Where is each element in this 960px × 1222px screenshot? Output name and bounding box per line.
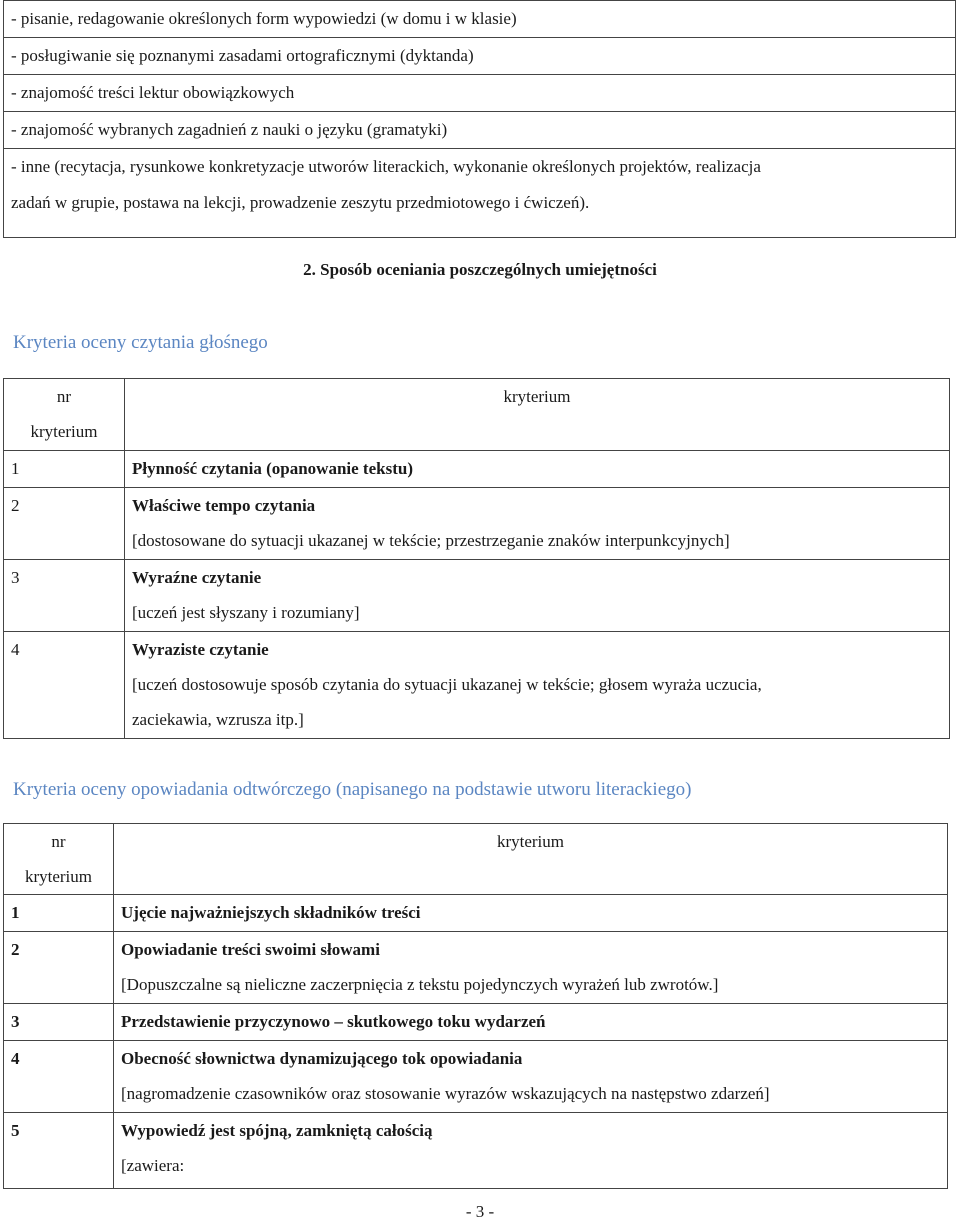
- table-row: [4, 451, 950, 488]
- table-row: [4, 632, 950, 739]
- table-row: [4, 895, 948, 932]
- criterion-description: [nagromadzenie czasowników oraz stosowanie wyrazów wskazujących na następstwo zdarzeń]: [121, 1084, 770, 1103]
- criterion-description: [uczeń jest słyszany i rozumiany]: [132, 603, 360, 622]
- story-criteria-heading: Kryteria oceny opowiadania odtwórczego (napisanego na podstawie utworu literackiego): [13, 779, 692, 800]
- header-nr: [4, 824, 114, 895]
- assessment-form-row: - pisanie, redagowanie określonych form wypowiedzi (w domu i w klasie): [4, 1, 956, 38]
- row-number: 3: [11, 568, 20, 587]
- assessment-form-row: [4, 149, 956, 238]
- table-row: [4, 1004, 948, 1041]
- criterion-title: Wypowiedź jest spójną, zamkniętą całością: [121, 1121, 433, 1140]
- row-number: 2: [11, 940, 20, 959]
- header-criterion-label: kryterium: [503, 387, 571, 406]
- assessment-form-row: - znajomość treści lektur obowiązkowych: [4, 75, 956, 112]
- row-number: 2: [11, 496, 20, 515]
- criterion-description: [zawiera:: [121, 1156, 185, 1175]
- criterion-title: Wyraziste czytanie: [132, 640, 269, 659]
- assessment-form-row: - posługiwanie się poznanymi zasadami ortograficznymi (dyktanda): [4, 38, 956, 75]
- criterion-title: Obecność słownictwa dynamizującego tok opowiadania: [121, 1049, 523, 1068]
- assessment-forms-table: [3, 0, 956, 238]
- criterion-title: Płynność czytania (opanowanie tekstu): [132, 459, 413, 478]
- page-number: - 3 -: [465, 1202, 495, 1221]
- table-row: [4, 1041, 948, 1113]
- table-row: [4, 932, 948, 1004]
- reading-criteria-table: [3, 378, 950, 739]
- story-criteria-table: [3, 823, 948, 1189]
- row-number: 5: [11, 1121, 20, 1140]
- header-nr-label: nr: [51, 832, 66, 851]
- table-row: [4, 1113, 948, 1189]
- assessment-form-text: zadań w grupie, postawa na lekcji, prowadzenie zeszytu przedmiotowego i ćwiczeń).: [11, 193, 590, 212]
- criterion-title: Właściwe tempo czytania: [132, 496, 316, 515]
- header-nr: [4, 379, 125, 451]
- header-nr-label: kryterium: [24, 867, 93, 886]
- header-nr-label: nr: [56, 387, 72, 406]
- table-row: [4, 560, 950, 632]
- header-criterion: [125, 379, 950, 451]
- criterion-title: Opowiadanie treści swoimi słowami: [121, 940, 380, 959]
- assessment-form-text: - inne (recytacja, rysunkowe konkretyzacje utworów literackich, wykonanie określonych projektów, realizacja: [11, 157, 761, 176]
- criterion-title: Przedstawienie przyczynowo – skutkowego toku wydarzeń: [121, 1012, 546, 1031]
- table-row: [4, 488, 950, 560]
- row-number: 1: [11, 903, 20, 922]
- criterion-title: Ujęcie najważniejszych składników treści: [121, 903, 421, 922]
- row-number: 4: [11, 1049, 20, 1068]
- criterion-description: [uczeń dostosowuje sposób czytania do sytuacji ukazanej w tekście; głosem wyraża uczucia,: [132, 675, 762, 694]
- row-number: 4: [11, 640, 20, 659]
- section-title: 2. Sposób oceniania poszczególnych umiejętności: [303, 260, 657, 279]
- criterion-description: zaciekawia, wzrusza itp.]: [132, 710, 304, 729]
- reading-criteria-heading: Kryteria oceny czytania głośnego: [13, 332, 268, 353]
- criterion-description: [Dopuszczalne są nieliczne zaczerpnięcia z tekstu pojedynczych wyrażeń lub zwrotów.]: [121, 975, 719, 994]
- criterion-description: [dostosowane do sytuacji ukazanej w tekście; przestrzeganie znaków interpunkcyjnych]: [132, 531, 730, 550]
- header-nr-label: kryterium: [30, 422, 98, 441]
- row-number: 3: [11, 1012, 20, 1031]
- header-criterion-label: kryterium: [496, 832, 565, 851]
- assessment-form-row: - znajomość wybranych zagadnień z nauki o języku (gramatyki): [4, 112, 956, 149]
- header-criterion: [114, 824, 948, 895]
- criterion-title: Wyraźne czytanie: [132, 568, 262, 587]
- row-number: 1: [11, 459, 20, 478]
